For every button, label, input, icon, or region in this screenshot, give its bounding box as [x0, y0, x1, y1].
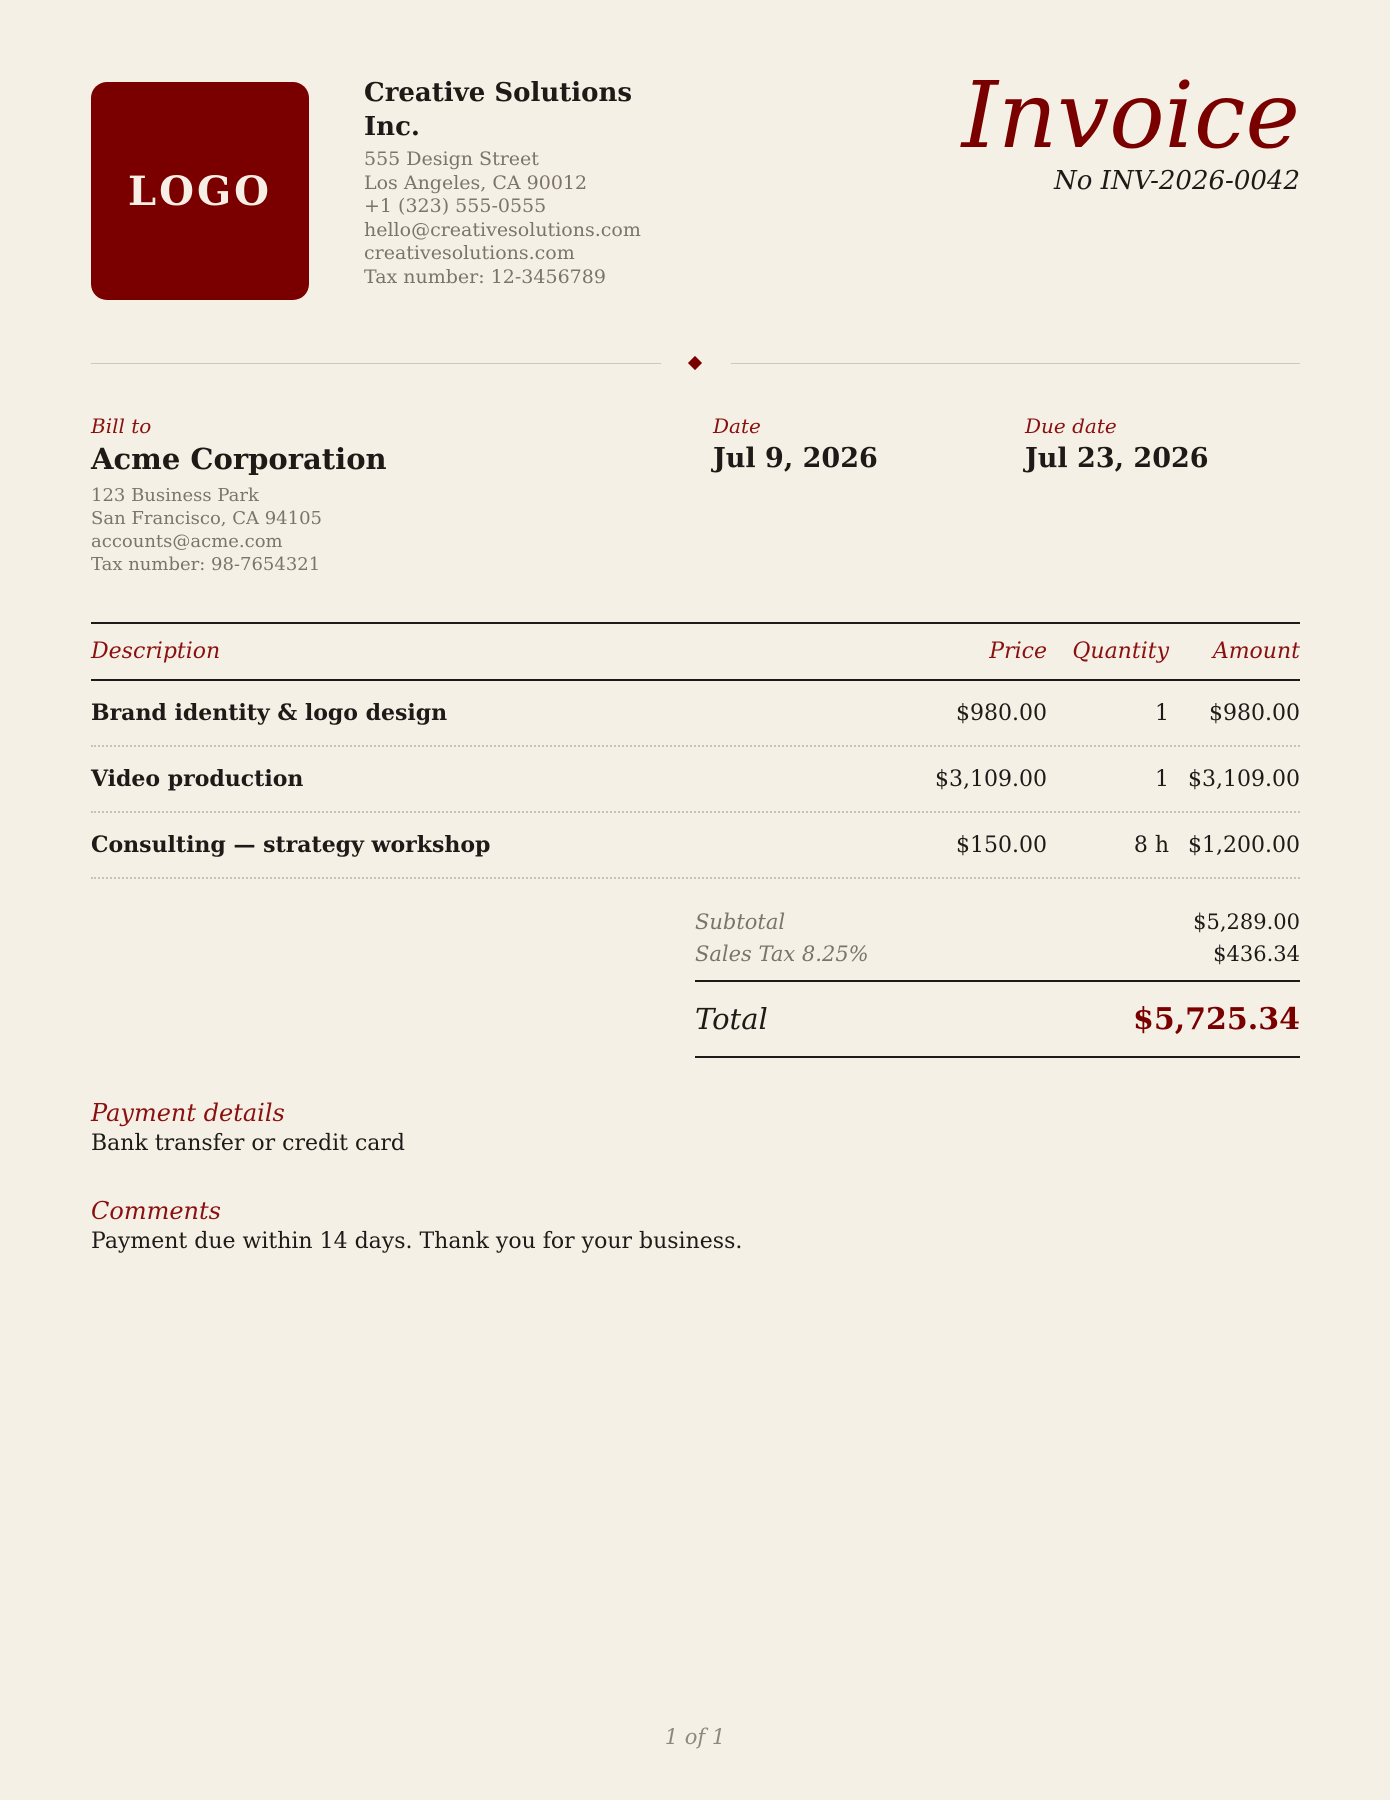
- client-tax-number: Tax number: 98-7654321: [91, 554, 321, 575]
- item-description: Consulting — strategy workshop: [91, 832, 491, 858]
- totals-section: [695, 906, 1300, 1058]
- payment-details-section: [91, 1098, 405, 1160]
- subtotal-value: $5,289.00: [1193, 910, 1300, 934]
- invoice-page: [91, 0, 1300, 1800]
- invoice-date: Jul 9, 2026: [713, 443, 878, 474]
- bill-to-section: [91, 414, 387, 576]
- item-price: $980.00: [956, 700, 1047, 726]
- company-phone: +1 (323) 555-0555: [364, 195, 547, 217]
- tax-row: [695, 938, 1300, 970]
- company-address-line1: 555 Design Street: [364, 148, 539, 170]
- page-number: 1 of 1: [664, 1725, 726, 1749]
- table-row: [91, 747, 1300, 813]
- header-quantity: Quantity: [1072, 639, 1169, 664]
- company-email: hello@creativesolutions.com: [364, 218, 641, 241]
- subtotal-row: [695, 906, 1300, 938]
- total-value: $5,725.34: [1132, 1001, 1300, 1037]
- company-website: creativesolutions.com: [364, 242, 575, 264]
- due-date-section: [1025, 414, 1209, 476]
- line-items-table: [91, 622, 1300, 879]
- invoice-title: Invoice: [961, 62, 1300, 169]
- item-amount: $980.00: [1209, 700, 1300, 726]
- bill-to-label: Bill to: [91, 414, 152, 438]
- total-row: [695, 980, 1300, 1058]
- logo-text: LOGO: [128, 167, 272, 215]
- item-price: $3,109.00: [935, 766, 1047, 792]
- client-email: accounts@acme.com: [91, 531, 283, 552]
- date-label: Date: [713, 414, 761, 438]
- company-info: [364, 76, 694, 289]
- company-logo: [91, 82, 309, 300]
- item-amount: $3,109.00: [1188, 766, 1300, 792]
- comments-section: [91, 1196, 742, 1258]
- table-header: [91, 624, 1300, 681]
- company-tax-number: Tax number: 12-3456789: [364, 265, 606, 288]
- invoice-heading: [962, 62, 1300, 196]
- company-address-line2: Los Angeles, CA 90012: [364, 171, 588, 194]
- item-quantity: 8 h: [1133, 832, 1169, 858]
- table-row: [91, 813, 1300, 879]
- item-price: $150.00: [956, 832, 1047, 858]
- item-description: Brand identity & logo design: [91, 700, 448, 726]
- payment-details-text: Bank transfer or credit card: [91, 1131, 405, 1156]
- client-address-line2: San Francisco, CA 94105: [91, 508, 322, 529]
- item-quantity: 1: [1155, 766, 1169, 792]
- comments-text: Payment due within 14 days. Thank you for your business.: [91, 1229, 743, 1254]
- payment-details-label: Payment details: [91, 1099, 285, 1127]
- header-amount: Amount: [1212, 639, 1300, 664]
- divider-right: [731, 363, 1300, 364]
- subtotal-label: Subtotal: [695, 910, 786, 934]
- item-amount: $1,200.00: [1188, 832, 1300, 858]
- total-label: Total: [695, 1002, 768, 1036]
- due-date-label: Due date: [1025, 414, 1117, 438]
- client-name: Acme Corporation: [91, 442, 387, 476]
- invoice-number: No INV-2026-0042: [1054, 166, 1300, 196]
- invoice-date-section: [713, 414, 878, 476]
- company-name: Creative Solutions Inc.: [364, 78, 633, 142]
- divider-diamond-icon: [688, 356, 702, 370]
- comments-label: Comments: [91, 1197, 221, 1225]
- item-description: Video production: [91, 766, 304, 792]
- table-row: [91, 681, 1300, 747]
- client-address-line1: 123 Business Park: [91, 485, 259, 506]
- header-description: Description: [91, 639, 221, 664]
- tax-label: Sales Tax 8.25%: [695, 942, 869, 966]
- header-price: Price: [989, 639, 1047, 664]
- due-date: Jul 23, 2026: [1025, 443, 1209, 474]
- tax-value: $436.34: [1213, 942, 1300, 966]
- item-quantity: 1: [1155, 700, 1169, 726]
- divider-left: [91, 363, 661, 364]
